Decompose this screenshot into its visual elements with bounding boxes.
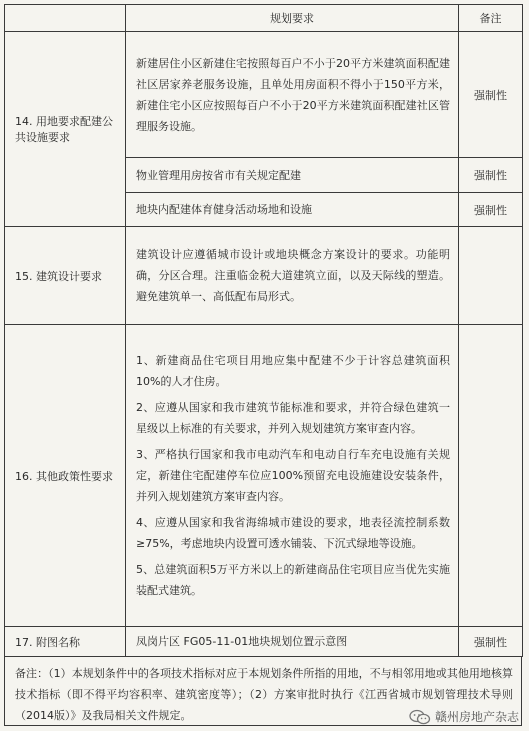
footnote: 备注：（1）本规划条件中的各项技术指标对应于本规划条件所指的用地，不与相邻用地或其他用地核算技术指标（即不得平均容积率、建筑密度等）；（2）方案审批时执行《江西省城市规划管理技术导则（2014版）》及我局相关文件规定。: [4, 656, 522, 726]
wechat-icon: [409, 709, 431, 725]
remark-cell: 强制性: [459, 32, 523, 158]
requirement-cell: [126, 627, 459, 657]
row-label: 14. 用地要求配建公共设施要求: [5, 32, 126, 227]
remark-cell: [459, 227, 523, 325]
remark-cell: [459, 325, 523, 627]
row-label: 15. 建筑设计要求: [5, 227, 126, 325]
requirement-cell: [126, 32, 459, 158]
planning-conditions-table: [4, 4, 523, 657]
policy-item: 1、新建商品住宅项目用地应集中配建不少于计容总建筑面积10%的人才住房。: [136, 354, 450, 388]
watermark-text: 赣州房地产杂志: [434, 710, 519, 724]
table-header-row: [5, 5, 523, 32]
requirement-cell: [126, 158, 459, 193]
watermark: [407, 708, 521, 725]
requirement-cell: [126, 193, 459, 227]
requirement-cell: [126, 227, 459, 325]
document-page: [4, 4, 522, 726]
remark-cell: 强制性: [459, 627, 523, 657]
row-label: 17. 附图名称: [5, 627, 126, 657]
row-label: 16. 其他政策性要求: [5, 325, 126, 627]
header-col1: [5, 5, 126, 32]
policy-item: 3、严格执行国家和我市电动汽车和电动自行车充电设施有关规定，新建住宅配建停车位应100%预留充电设施建设安装条件，并列入规划建筑方案审查内容。: [136, 448, 450, 503]
table-row: [5, 227, 523, 325]
table-row: [5, 627, 523, 657]
policy-item: 4、应遵从国家和我省海绵城市建设的要求，地表径流控制系数≥75%，考虑地块内设置可透水铺装、下沉式绿地等设施。: [136, 516, 450, 550]
policy-item: 2、应遵从国家和我市建筑节能标准和要求，并符合绿色建筑一星级以上标准的有关要求，并列入规划建筑方案审查内容。: [136, 401, 450, 435]
requirement-text: 新建居住小区新建住宅按照每百户不小于20平方米建筑面积配建社区居家养老服务设施，且单处用房面积不得小于150平方米，新建住宅小区应按照每百户不小于20平方米建筑面积配建社区管理服务设施。: [136, 56, 450, 133]
remark-cell: 强制性: [459, 193, 523, 227]
header-remark: 备注: [459, 5, 523, 32]
requirement-cell: [126, 325, 459, 627]
requirement-text: 建筑设计应遵循城市设计或地块概念方案设计的要求。功能明确，分区合理。注重临金税大道建筑立面，以及天际线的塑造。避免建筑单一、高低配布局形式。: [136, 248, 450, 303]
table-row: [5, 325, 523, 627]
requirement-text: 地块内配建体育健身活动场地和设施: [136, 203, 312, 216]
table-row: [5, 32, 523, 158]
requirement-text: 物业管理用房按省市有关规定配建: [136, 168, 301, 182]
policy-item: 5、总建筑面积5万平方米以上的新建商品住宅项目应当优先实施装配式建筑。: [136, 563, 450, 597]
header-requirement: 规划要求: [126, 5, 459, 32]
remark-cell: 强制性: [459, 158, 523, 193]
requirement-text: 凤岗片区 FG05-11-01地块规划位置示意图: [136, 635, 348, 648]
